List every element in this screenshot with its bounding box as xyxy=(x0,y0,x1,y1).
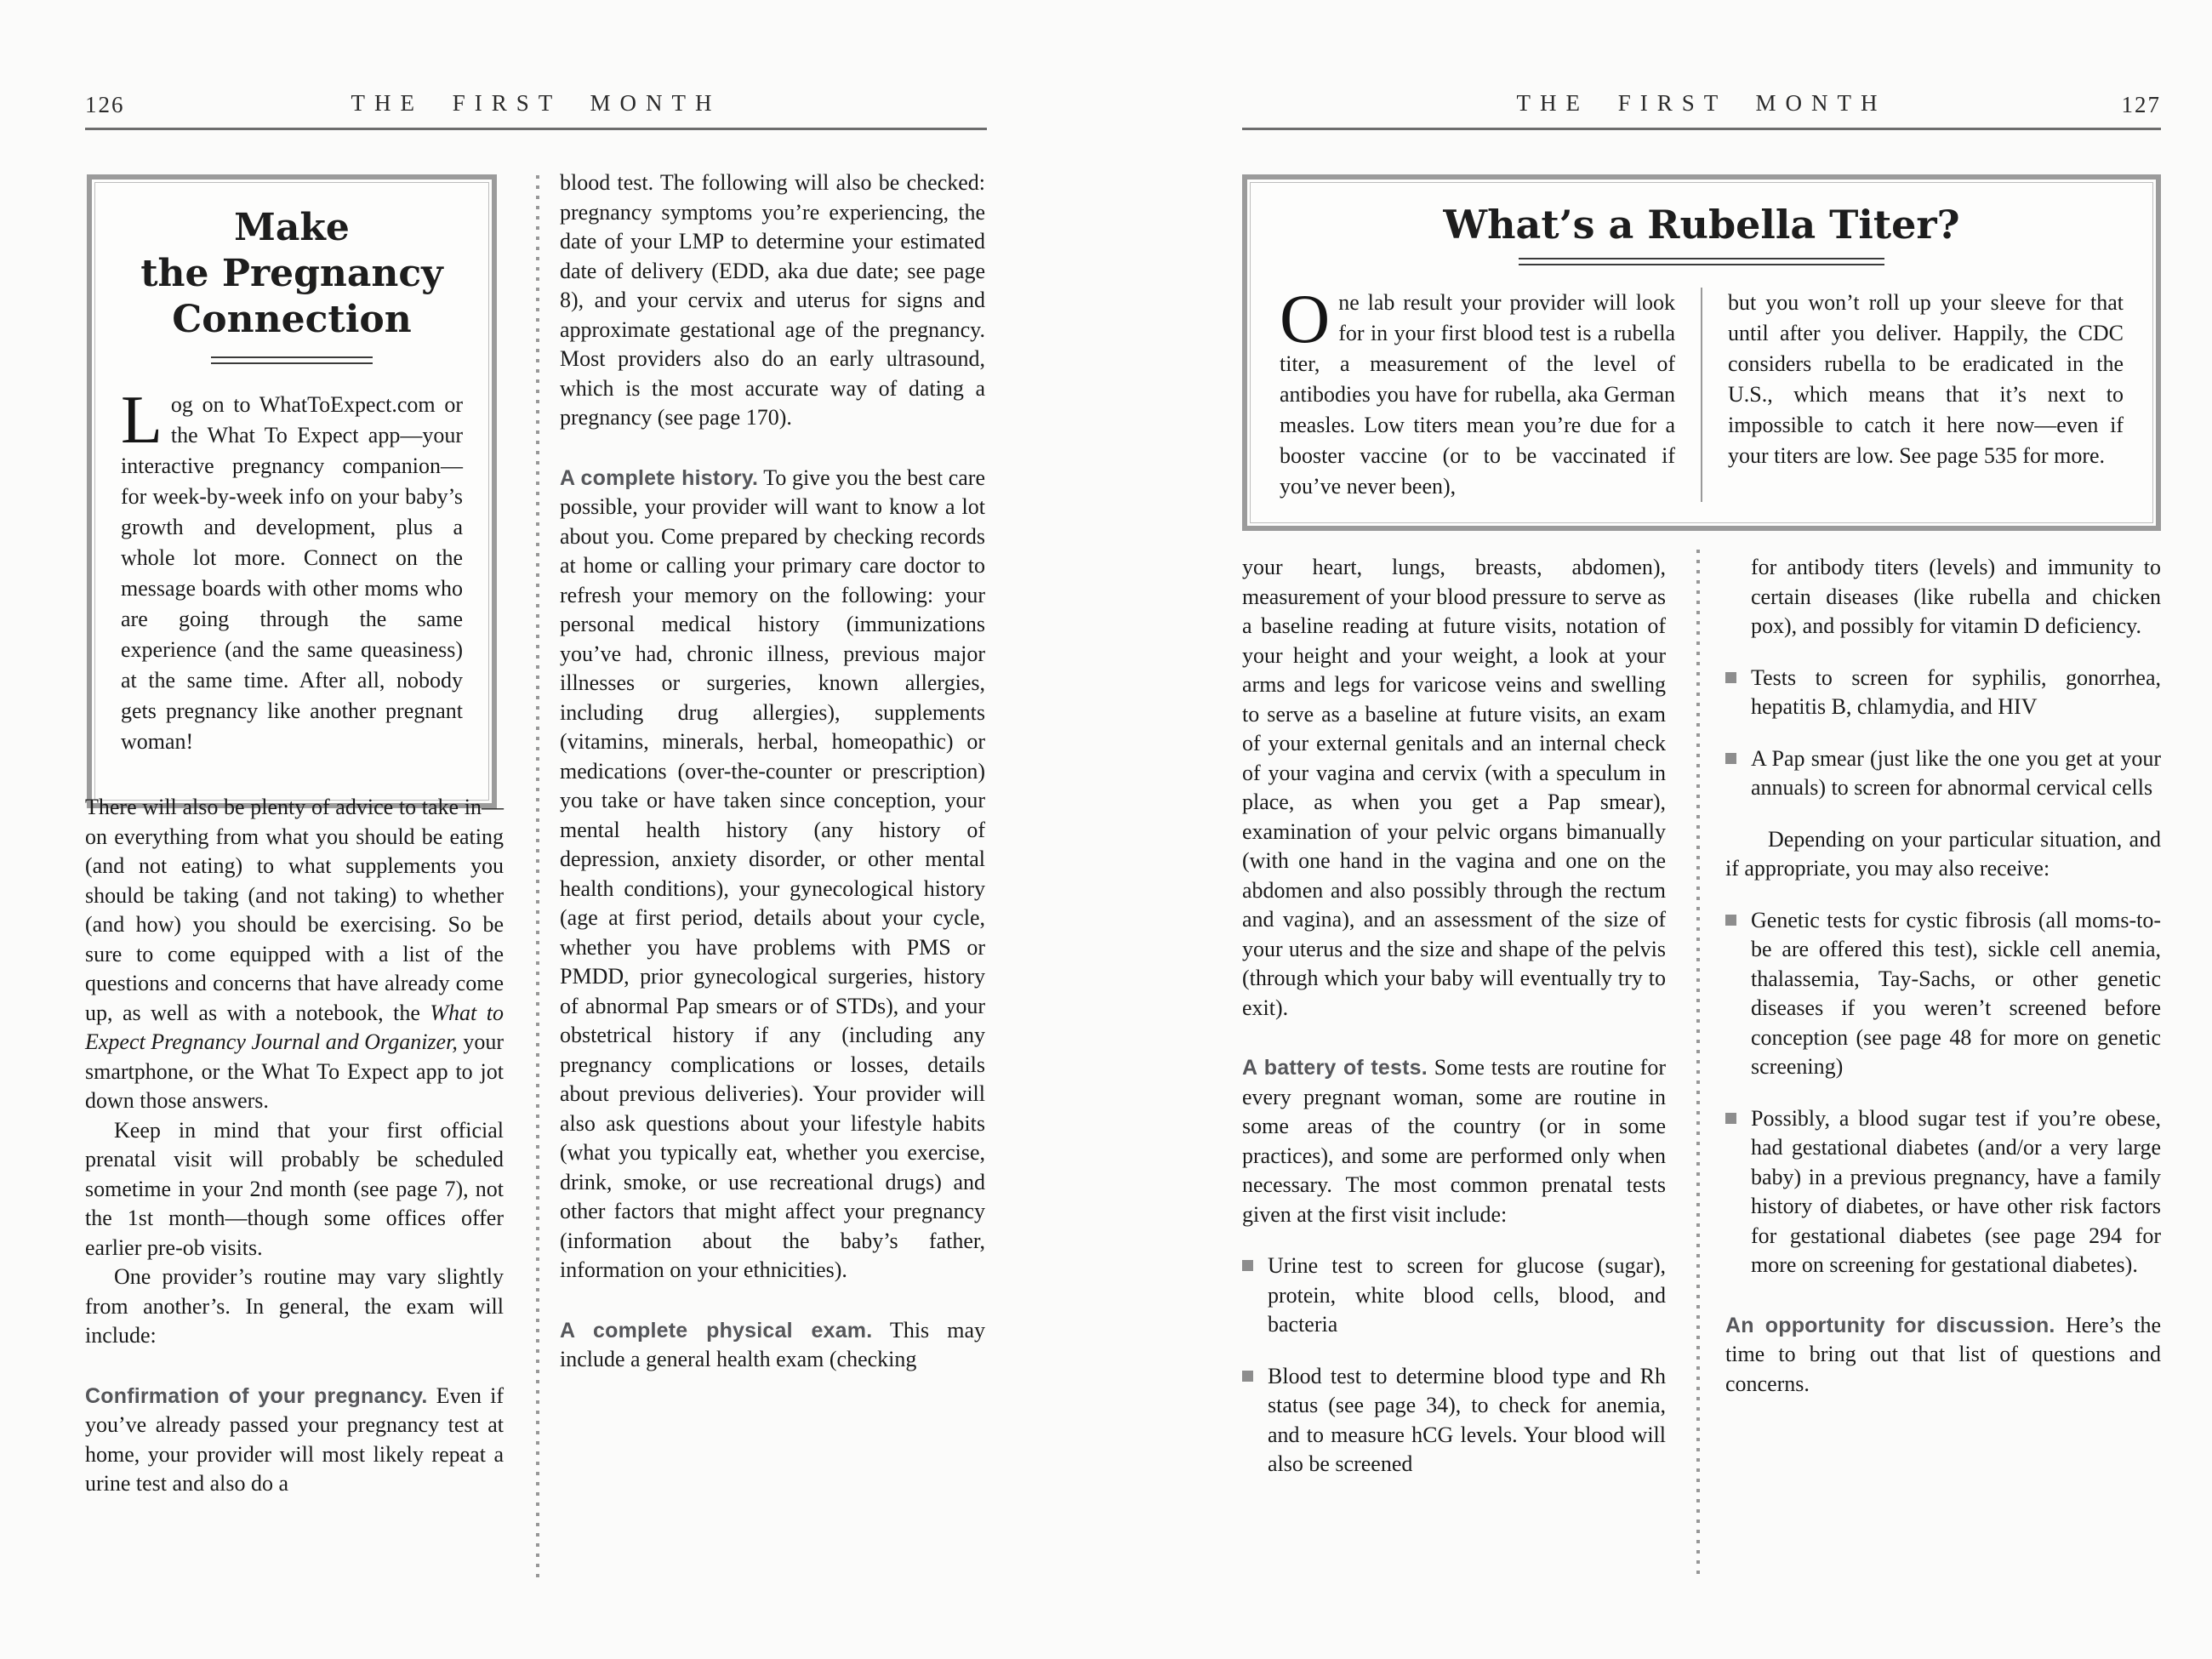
drop-cap: L xyxy=(121,383,162,458)
bullet-item: A Pap smear (just like the one you get at your annuals) to screen for abnormal cervical cells xyxy=(1725,744,2161,803)
pregnancy-connection-box xyxy=(87,174,497,808)
column-divider-dotted xyxy=(536,175,539,1581)
paragraph: Confirmation of your pregnancy. Even if you’ve already passed your pregnancy test at home, your provider will most likely repeat a urine test and also do a xyxy=(85,1382,504,1496)
left-page-number: 126 xyxy=(85,92,125,117)
paragraph: A battery of tests. Some tests are routine for every pregnant woman, some are routine in some areas of the country (or in some practices), and some are performed only when necessary. The most common prenatal tests given at the first visit include: xyxy=(1242,1055,1666,1227)
bullet-square-icon xyxy=(1725,672,1736,683)
box-column-right: but you won’t roll up your sleeve for that until after you deliver. Happily, the CDC considers rubella to be eradicated in the U.S., which means that it’s next to impossible to catch it here now—even if your titers are low. See page 535 for more. xyxy=(1728,290,2124,468)
right-column-1 xyxy=(1242,553,1666,1479)
title-double-rule xyxy=(211,356,373,364)
paragraph: There will also be plenty of advice to take in—on everything from what you should be eating (and not eating) to what supplements you should be taking (and not taking) to whether (and how) you should be exercising. So be sure to come equipped with a list of the questions and concerns that have already come up, as well as with a notebook, the What to Expect Pregnancy Journal and Organizer, your smartphone, or the What To Expect app to jot down those answers. xyxy=(85,795,504,1113)
right-head-rule xyxy=(1242,128,2161,130)
bullet-square-icon xyxy=(1725,1113,1736,1124)
title-double-rule xyxy=(1519,258,1884,265)
paragraph: A complete physical exam. This may include a general health exam (checking xyxy=(560,1317,985,1371)
paragraph: One provider’s routine may vary slightly from another’s. In general, the exam will include: xyxy=(85,1264,504,1348)
bullet-item: Blood test to determine blood type and Rh status (see page 34), to check for anemia, and to measure hCG levels. Your blood will also be screened xyxy=(1242,1362,1666,1479)
bullet-square-icon xyxy=(1242,1260,1253,1271)
lead-in: A complete physical exam. xyxy=(560,1318,873,1343)
left-column-2 xyxy=(560,168,985,1375)
bullet-square-icon xyxy=(1725,753,1736,764)
box-title: What’s a Rubella Titer? xyxy=(1443,202,1960,248)
paragraph: blood test. The following will also be checked: pregnancy symptoms you’re experiencing, the date of your LMP to determine your estimated date of delivery (EDD, aka due date; see page 8), and your cervix and uterus for signs and approximate gestational age of the pregnancy. Most providers also do an early ultrasound, which is the most accurate way of dating a pregnancy (see page 170). xyxy=(560,170,985,430)
bullet-square-icon xyxy=(1242,1371,1253,1382)
lead-in: A complete history. xyxy=(560,465,759,490)
bullet-item: Possibly, a blood sugar test if you’re obese, had gestational diabetes (and/or a very large baby) in a previous pregnancy, have a family history of diabetes, or have other risk factors for gestational diabetes (see page 294 for more on screening for gestational diabetes). xyxy=(1725,1104,2161,1280)
right-running-head: THE FIRST MONTH xyxy=(1516,90,1887,116)
paragraph: your heart, lungs, breasts, abdomen), measurement of your blood pressure to serve as a baseline reading at future visits, notation of your height and your weight, a look at your arms and legs for varicose veins and swelling to serve as a baseline at future visits, an exam of your external genitals and an internal check of your vagina and cervix (with a speculum in place, as when you get a Pap smear), examination of your pelvic organs bimanually (with one hand in the vagina and one on the abdomen and also possibly through the rectum and vagina), and an assessment of the size of your uterus and the size and shape of the pelvis (through which your baby will eventually try to exit). xyxy=(1242,555,1666,1020)
right-column-2 xyxy=(1725,553,2161,1399)
box-title: Make the Pregnancy Connection xyxy=(140,206,443,341)
drop-cap: O xyxy=(1280,280,1331,357)
box-paragraph: Log on to WhatToExpect.com or the What To Expect app—your interactive pregnancy companion—for week-by-week info on your baby’s growth and development, plus a whole lot more. Connect on the message boards with other moms who are going through the same experience (and the same queasiness) at the same time. After all, nobody gets pregnancy like another pregnant woman! xyxy=(121,383,463,754)
box-column-left: One lab result your provider will look for in your first blood test is a rubella titer, a measurement of the level of antibodies you have for rubella, aka German measles. Low titers mean you’re due for a booster vaccine (or to be vaccinated if you’ve never been), xyxy=(1280,280,1675,499)
paragraph: Keep in mind that your first official prenatal visit will probably be scheduled sometime in your 2nd month (see page 7), not the 1st month—though some offices offer earlier pre-ob visits. xyxy=(85,1117,504,1260)
paragraph: Depending on your particular situation, and if appropriate, you may also receive: xyxy=(1725,826,2161,881)
right-page-number: 127 xyxy=(2121,92,2161,117)
italic-book-title: What to Expect Pregnancy Journal and Organizer, xyxy=(85,1000,504,1054)
box-column-divider xyxy=(1701,288,1702,502)
bullet-continuation: for antibody titers (levels) and immunity to certain diseases (like rubella and chicken pox), and possibly for vitamin D deficiency. xyxy=(1751,555,2161,638)
paragraph: An opportunity for discussion. Here’s the time to bring out that list of questions and concerns. xyxy=(1725,1312,2161,1396)
bullet-item: Tests to screen for syphilis, gonorrhea, hepatitis B, chlamydia, and HIV xyxy=(1725,664,2161,722)
paragraph: A complete history. To give you the best care possible, your provider will want to know a lot about you. Come prepared by checking records at home or calling your primary care doctor to refresh your memory on the following: your personal medical history (immunizations you’ve had, chronic illness, previous major illnesses or surgeries, known allergies, including drug allergies), supplements (vitamins, minerals, herbal, homeopathic) or medications (over-the-counter or prescription) you take or have taken since conception, your mental health history (any history of depression, anxiety disorder, or other mental health conditions), your gynecological history (age at first period, details about your cycle, whether you have problems with PMS or PMDD, prior gynecological surgeries, history of abnormal Pap smears or of STDs), and your obstetrical history if any (including any pregnancy complications or losses, details about previous deliveries). Your provider will also ask questions about your lifestyle habits (what you typically eat, whether you exercise, drink, smoke, or use recreational drugs) and other factors that might affect your pregnancy (information about the baby’s father, information on your ethnicities). xyxy=(560,465,985,1282)
lead-in: Confirmation of your pregnancy. xyxy=(85,1383,428,1408)
left-head-rule xyxy=(85,128,987,130)
lead-in: An opportunity for discussion. xyxy=(1725,1313,2055,1337)
bullet-item: Urine test to screen for glucose (sugar), protein, white blood cells, blood, and bacteria xyxy=(1242,1251,1666,1340)
bullet-square-icon xyxy=(1725,915,1736,926)
rubella-titer-box xyxy=(1242,174,2161,531)
lead-in: A battery of tests. xyxy=(1242,1056,1428,1080)
left-column-1 xyxy=(85,793,504,1499)
column-divider-dotted xyxy=(1696,550,1700,1581)
bullet-item: Genetic tests for cystic fibrosis (all moms-to-be are offered this test), sickle cell anemia, thalassemia, Tay-Sachs, or other genetic diseases if you weren’t screened before conception (see page 48 for more on genetic screening) xyxy=(1725,906,2161,1082)
left-running-head: THE FIRST MONTH xyxy=(351,90,721,116)
